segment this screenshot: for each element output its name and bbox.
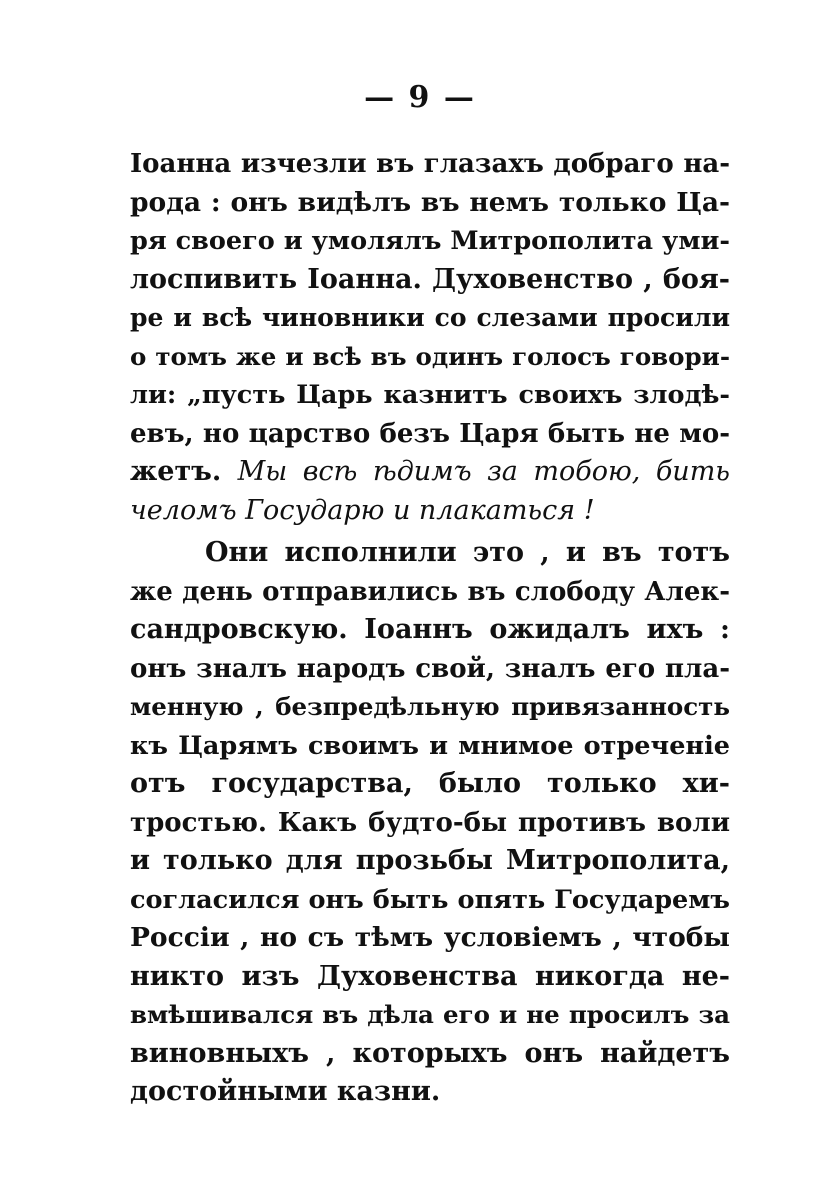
text-line: же день отправились въ слободу Алек-	[130, 576, 730, 607]
text-italic: Мы всѣ ѣдимъ за тобою, бить	[237, 456, 730, 487]
text-line: ря своего и умолялъ Митрополита уми-	[130, 226, 730, 256]
text-italic: челомъ Государю и плакаться !	[130, 494, 595, 526]
text-line: менную , безпредѣльную привязанность	[130, 692, 730, 721]
text-line: онъ зналъ народъ свой, зналъ его пла-	[130, 653, 730, 684]
text-line: ре и всѣ чиновники со слезами просили	[130, 303, 730, 332]
text-line-indented: Они исполнили это , и въ тотъ	[205, 537, 730, 568]
text-line: лоспивить Іоанна. Духовенство , боя-	[130, 263, 730, 295]
text-line: никто изъ Духовенства никогда не-	[130, 960, 730, 992]
text-line: вмѣшивался въ дѣла его и не просилъ за	[130, 1000, 730, 1029]
text-line: виновныхъ , которыхъ онъ найдетъ	[130, 1037, 730, 1069]
text-line: Россіи , но съ тѣмъ условіемъ , чтобы	[130, 922, 730, 953]
page-number: — 9 —	[364, 80, 476, 115]
text-line: ли: „пусть Царь казнитъ своихъ злодѣ-	[130, 380, 730, 410]
text-line: сандровскую. Іоаннъ ожидалъ ихъ :	[130, 614, 730, 645]
text-line: о томъ же и всѣ въ одинъ голосъ говори-	[130, 341, 730, 371]
text-line: и только для прозьбы Митрополита,	[130, 845, 730, 876]
text-normal: жетъ.	[130, 456, 238, 487]
text-line: евъ, но царство безъ Царя быть не мо-	[130, 418, 730, 449]
text-line: тростью. Какъ будто-бы противъ воли	[130, 807, 730, 838]
body-text	[130, 145, 730, 1112]
text-line-italic	[130, 492, 730, 531]
text-line: согласился онъ быть опять Государемъ	[130, 884, 730, 915]
text-line: отъ государства, было только хи-	[130, 768, 730, 799]
text-line: Іоанна изчезли въ глазахъ добраго на-	[130, 149, 730, 179]
text-line: къ Царямъ своимъ и мнимое отреченіе	[130, 730, 730, 761]
text-line: рода : онъ видѣлъ въ немъ только Ца-	[130, 186, 730, 218]
text-line-mixed	[130, 453, 730, 492]
text-line: достойными казни.	[130, 1076, 441, 1107]
